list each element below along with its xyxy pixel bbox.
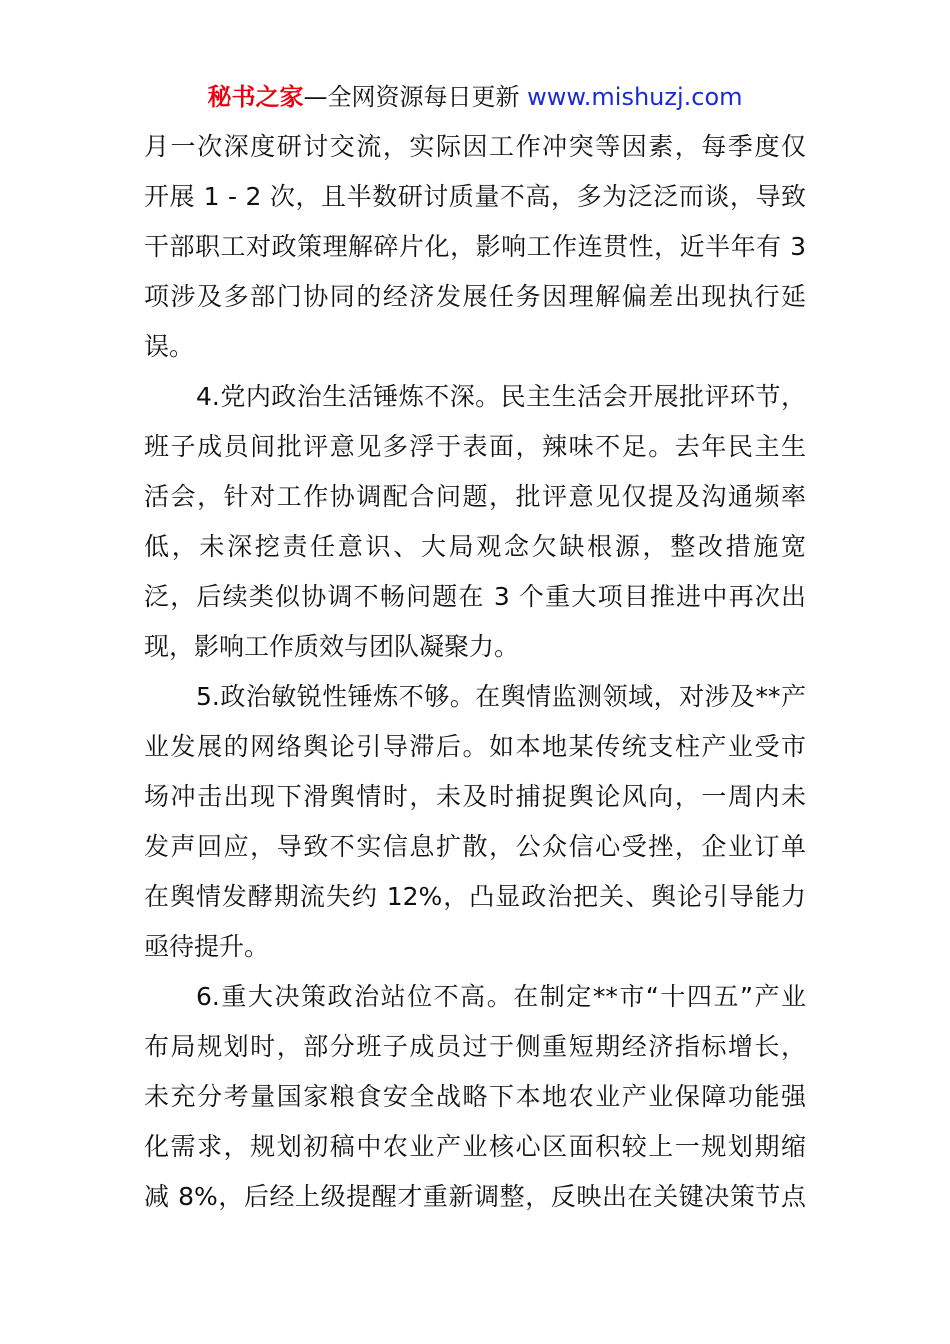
paragraph-heading-line: 5.政治敏锐性锤炼不够。在舆情监测领域，对涉及**产 (196, 682, 806, 711)
text-line: 化需求，规划初稿中农业产业核心区面积较上一规划期缩 (144, 1132, 806, 1161)
site-url-link[interactable]: www.mishuzj.com (527, 83, 743, 111)
text-line: 活会，针对工作协调配合问题，批评意见仅提及沟通频率 (144, 482, 806, 511)
text-line: 发声回应，导致不实信息扩散，公众信心受挫，企业订单 (144, 832, 806, 861)
paragraph-heading-line: 4.党内政治生活锤炼不深。民主生活会开展批评环节， (196, 382, 806, 411)
page-header (0, 80, 950, 114)
text-line: 干部职工对政策理解碎片化，影响工作连贯性，近半年有 3 (144, 232, 806, 261)
text-line: 减 8%，后经上级提醒才重新调整，反映出在关键决策节点 (144, 1182, 806, 1211)
brand-name: 秘书之家 (207, 83, 304, 111)
text-line: 在舆情发酵期流失约 12%，凸显政治把关、舆论引导能力 (144, 882, 806, 911)
text-line: 业发展的网络舆论引导滞后。如本地某传统支柱产业受市 (144, 732, 806, 761)
paragraph-heading-line: 6.重大决策政治站位不高。在制定**市“十四五”产业 (196, 982, 806, 1011)
text-line: 未充分考量国家粮食安全战略下本地农业产业保障功能强 (144, 1082, 806, 1111)
text-line: 误。 (144, 332, 195, 361)
document-body (144, 122, 806, 1222)
text-line: 亟待提升。 (144, 932, 270, 961)
text-line: 月一次深度研讨交流，实际因工作冲突等因素，每季度仅 (144, 132, 806, 161)
text-line: 现，影响工作质效与团队凝聚力。 (144, 632, 520, 661)
text-line: 泛，后续类似协调不畅问题在 3 个重大项目推进中再次出 (144, 582, 806, 611)
text-line: 项涉及多部门协同的经济发展任务因理解偏差出现执行延 (144, 282, 806, 311)
text-line: 场冲击出现下滑舆情时，未及时捕捉舆论风向，一周内未 (144, 782, 806, 811)
text-line: 低，未深挖责任意识、大局观念欠缺根源，整改措施宽 (144, 532, 806, 561)
text-line: 开展 1 - 2 次，且半数研讨质量不高，多为泛泛而谈，导致 (144, 182, 806, 211)
text-line: 布局规划时，部分班子成员过于侧重短期经济指标增长， (144, 1032, 806, 1061)
header-slogan: —全网资源每日更新 (303, 83, 520, 111)
text-line: 班子成员间批评意见多浮于表面，辣味不足。去年民主生 (144, 432, 806, 461)
